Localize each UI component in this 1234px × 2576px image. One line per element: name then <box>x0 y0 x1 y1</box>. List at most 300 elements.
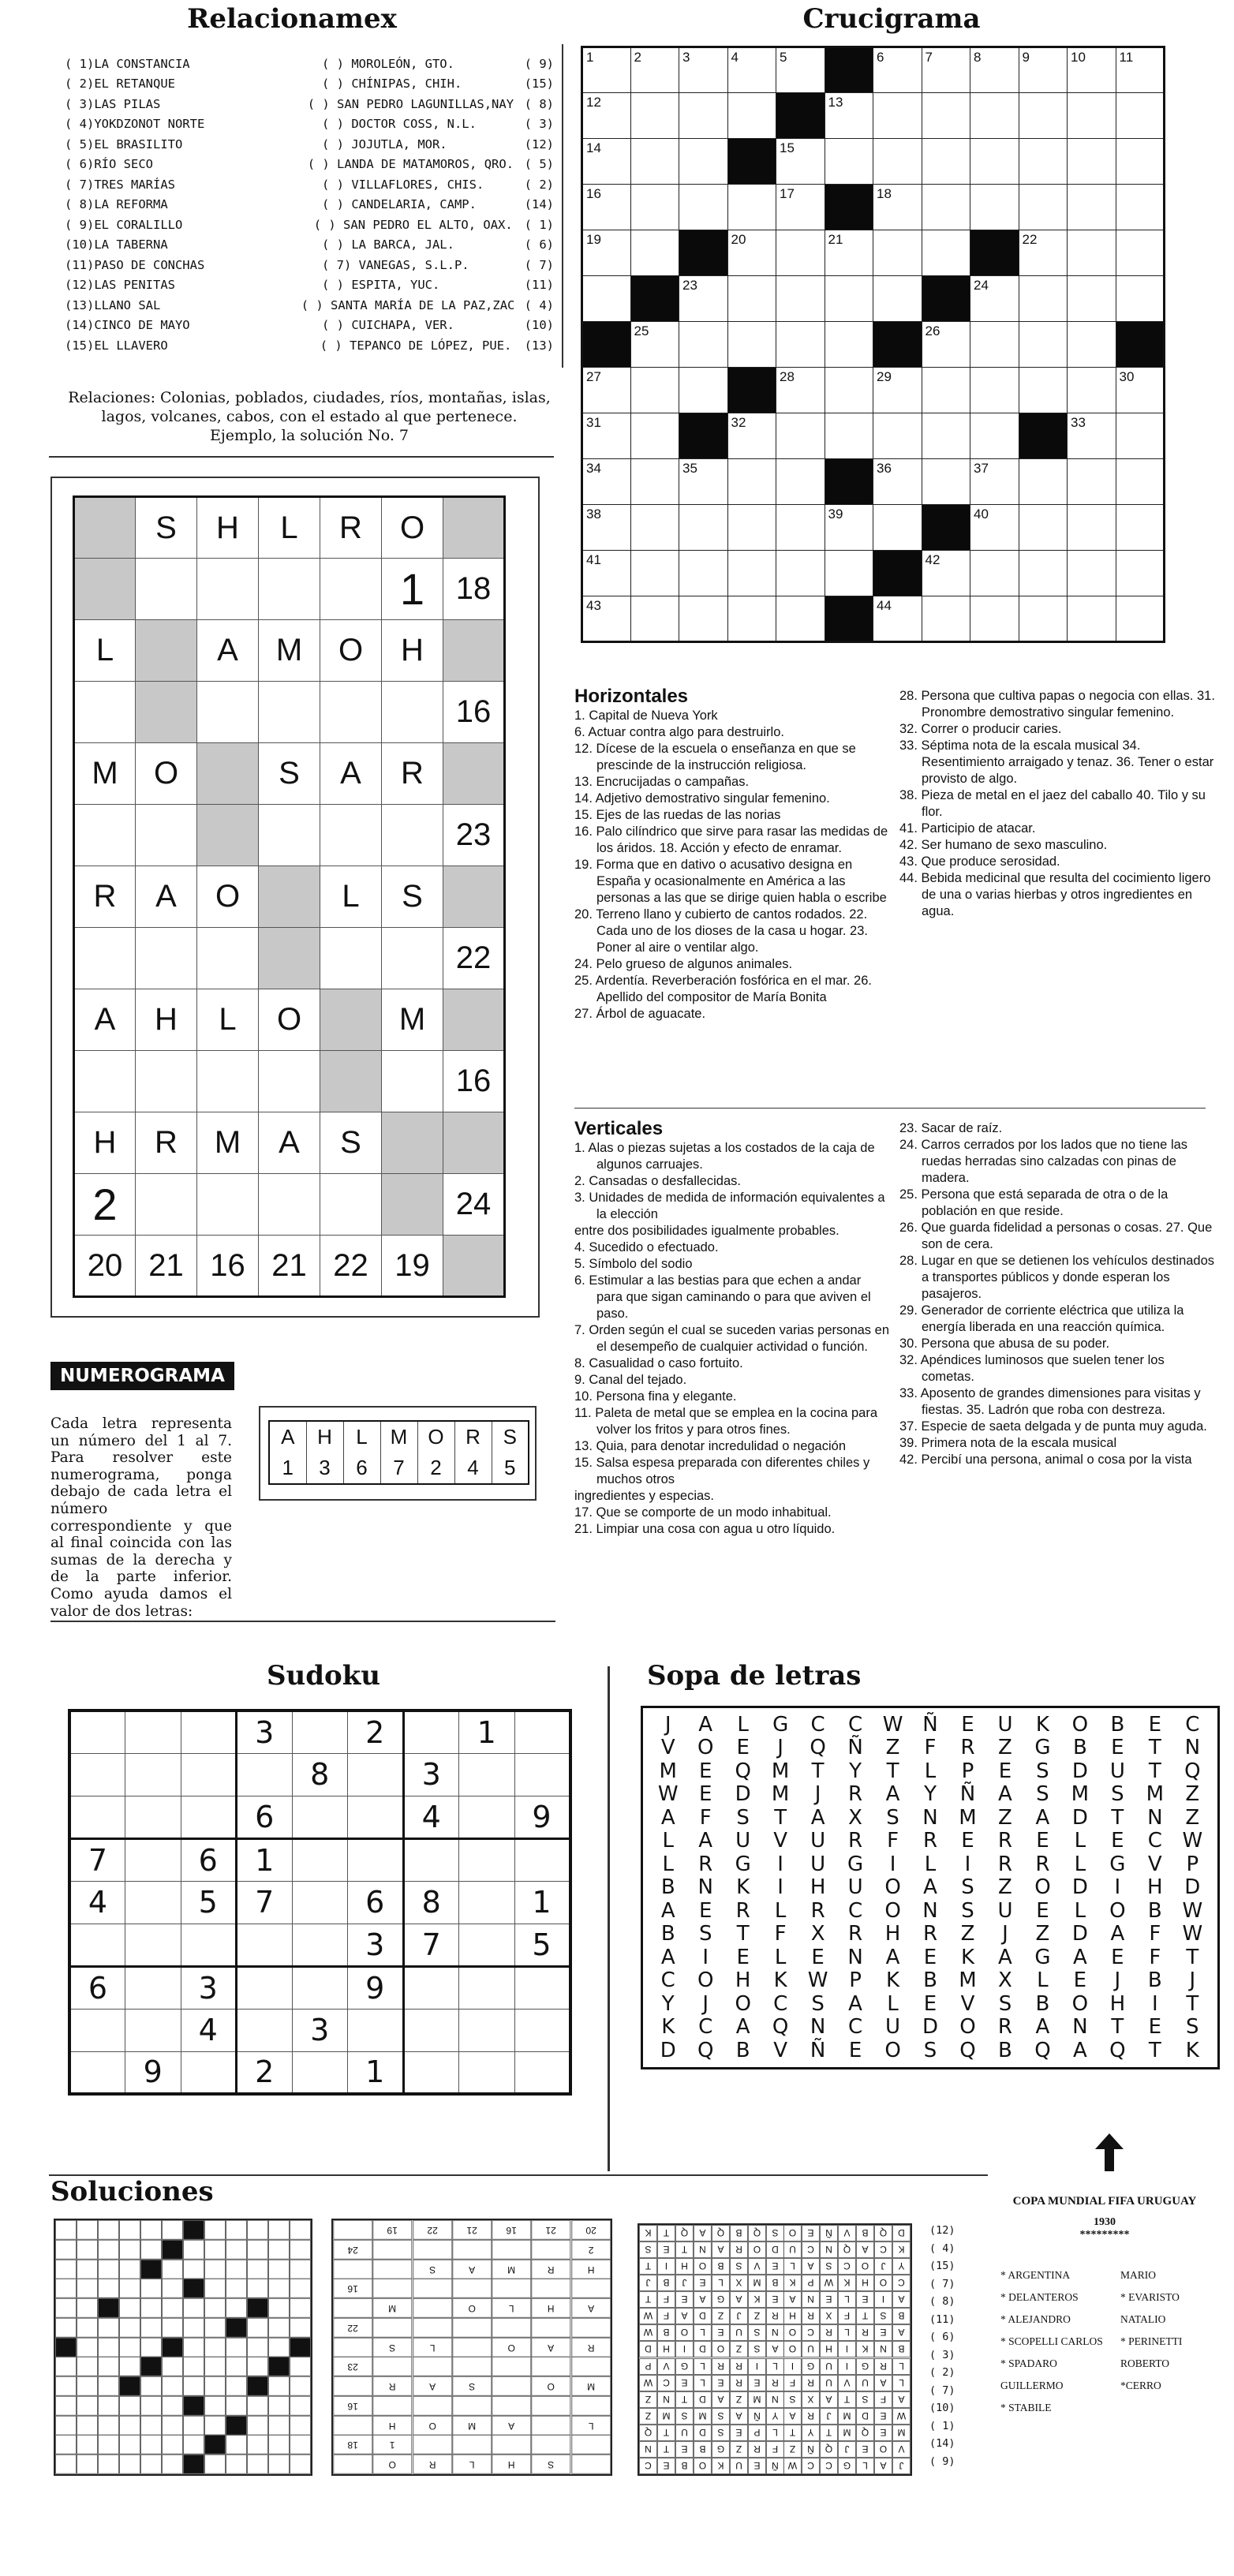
sudoku-cell[interactable] <box>292 1710 348 1753</box>
crossword-cell[interactable]: 31 <box>582 413 631 459</box>
word-search-letter[interactable]: D <box>660 2038 676 2062</box>
crossword-cell[interactable] <box>1019 93 1068 139</box>
sudoku-cell[interactable]: 3 <box>348 1924 404 1966</box>
crossword-cell[interactable] <box>1116 276 1165 322</box>
numerograma-cell[interactable]: 16 <box>443 1051 505 1112</box>
sudoku-cell[interactable] <box>69 2009 125 2051</box>
numerograma-cell[interactable] <box>197 682 259 743</box>
crossword-cell[interactable] <box>922 230 970 276</box>
word-search-letter[interactable]: X <box>998 1968 1012 1993</box>
word-search-letter[interactable]: L <box>887 1991 899 2016</box>
word-search-letter[interactable]: Z <box>998 1805 1012 1830</box>
word-search-letter[interactable]: C <box>1147 1829 1162 1853</box>
word-search-letter[interactable]: N <box>810 2015 826 2039</box>
crossword-cell[interactable]: 38 <box>582 505 631 551</box>
crossword-cell[interactable] <box>873 93 922 139</box>
numerograma-cell[interactable] <box>320 682 382 743</box>
crossword-cell[interactable]: 28 <box>776 368 825 413</box>
word-search-letter[interactable]: T <box>1148 1736 1161 1760</box>
word-search-letter[interactable]: M <box>1146 1782 1165 1807</box>
word-search-letter[interactable]: J <box>702 1991 709 2016</box>
numerograma-cell[interactable]: 24 <box>443 1174 505 1236</box>
word-search-letter[interactable]: E <box>848 2038 862 2062</box>
word-search-letter[interactable]: A <box>1072 1945 1087 1969</box>
numerograma-cell[interactable]: A <box>259 1112 320 1174</box>
numerograma-cell[interactable] <box>259 1051 320 1112</box>
numerograma-cell[interactable]: R <box>136 1112 197 1174</box>
word-search-letter[interactable]: Ñ <box>959 1782 976 1807</box>
word-search-letter[interactable]: J <box>1189 1968 1196 1993</box>
sudoku-cell[interactable] <box>69 1796 125 1838</box>
word-search-letter[interactable]: A <box>1110 1922 1125 1946</box>
crossword-cell[interactable] <box>776 459 825 505</box>
crossword-cell[interactable] <box>922 596 970 642</box>
sudoku-cell[interactable]: 6 <box>348 1881 404 1924</box>
crossword-cell[interactable] <box>1019 276 1068 322</box>
word-search-letter[interactable]: L <box>924 1852 937 1876</box>
word-search-letter[interactable]: R <box>848 1922 863 1946</box>
word-search-letter[interactable]: U <box>1109 1759 1125 1783</box>
word-search-letter[interactable]: L <box>924 1759 937 1783</box>
word-search-letter[interactable]: A <box>660 1898 675 1923</box>
word-search-letter[interactable]: Q <box>772 2015 789 2039</box>
word-search-letter[interactable]: E <box>736 1945 750 1969</box>
numerograma-cell[interactable]: M <box>74 743 136 805</box>
numerograma-cell[interactable] <box>320 805 382 866</box>
crossword-cell[interactable]: 37 <box>970 459 1019 505</box>
numerograma-cell[interactable] <box>197 1051 259 1112</box>
word-search-letter[interactable]: E <box>961 1829 974 1853</box>
word-search-letter[interactable]: Q <box>959 2038 976 2062</box>
word-search-letter[interactable]: G <box>772 1712 789 1737</box>
word-search-letter[interactable]: P <box>849 1968 862 1993</box>
word-search-letter[interactable]: K <box>886 1968 900 1993</box>
crossword-cell[interactable] <box>922 139 970 185</box>
numerograma-cell[interactable] <box>443 1112 505 1174</box>
word-search-letter[interactable]: Q <box>1034 2038 1051 2062</box>
word-search-letter[interactable]: A <box>698 1829 713 1853</box>
word-search-letter[interactable]: V <box>773 1829 788 1853</box>
crossword-cell[interactable]: 13 <box>825 93 873 139</box>
numerograma-cell[interactable] <box>197 743 259 805</box>
crossword-cell[interactable] <box>727 185 776 230</box>
numerograma-cell[interactable]: 23 <box>443 805 505 866</box>
word-search-letter[interactable]: T <box>1111 2015 1124 2039</box>
word-search-letter[interactable]: S <box>1111 1782 1124 1807</box>
crossword-cell[interactable] <box>922 185 970 230</box>
word-search-letter[interactable]: C <box>848 1712 863 1737</box>
word-search-letter[interactable]: T <box>1186 1991 1199 2016</box>
word-search-letter[interactable]: D <box>1071 1875 1088 1900</box>
word-search-letter[interactable]: E <box>923 1991 937 2016</box>
sudoku-cell[interactable] <box>292 1838 348 1881</box>
word-search-letter[interactable]: M <box>959 1805 977 1830</box>
word-search-letter[interactable]: D <box>1071 1759 1088 1783</box>
word-search-letter[interactable]: S <box>886 1805 899 1830</box>
numerograma-cell[interactable]: M <box>259 620 320 682</box>
word-search-letter[interactable]: W <box>807 1968 828 1993</box>
word-search-letter[interactable]: W <box>1182 1898 1203 1923</box>
crossword-cell[interactable]: 44 <box>873 596 922 642</box>
word-search-letter[interactable]: Z <box>885 1736 900 1760</box>
word-search-letter[interactable]: R <box>848 1782 863 1807</box>
word-search-letter[interactable]: H <box>735 1968 751 1993</box>
word-search-letter[interactable]: K <box>661 2015 675 2039</box>
word-search-letter[interactable]: N <box>1184 1736 1201 1760</box>
crossword-cell[interactable] <box>630 505 679 551</box>
sudoku-cell[interactable]: 7 <box>69 1838 125 1881</box>
word-search-letter[interactable]: S <box>961 1898 974 1923</box>
sudoku-cell[interactable] <box>125 1838 181 1881</box>
numerograma-cell[interactable]: R <box>74 866 136 928</box>
numerograma-cell[interactable]: L <box>74 620 136 682</box>
numerograma-cell[interactable] <box>136 1051 197 1112</box>
crossword-cell[interactable] <box>679 322 728 368</box>
crossword-cell[interactable]: 21 <box>825 230 873 276</box>
word-search-letter[interactable]: B <box>998 2038 1012 2062</box>
crossword-cell[interactable]: 20 <box>727 230 776 276</box>
crossword-cell[interactable] <box>679 139 728 185</box>
sudoku-cell[interactable] <box>237 1966 293 2009</box>
crossword-cell[interactable] <box>873 230 922 276</box>
word-search-letter[interactable]: T <box>886 1759 899 1783</box>
numerograma-cell[interactable] <box>197 559 259 620</box>
word-search-letter[interactable]: F <box>887 1829 899 1853</box>
numerograma-cell[interactable]: 21 <box>136 1236 197 1297</box>
word-search-letter[interactable]: A <box>998 1782 1012 1807</box>
sudoku-cell[interactable] <box>348 1838 404 1881</box>
crossword-cell[interactable] <box>776 551 825 596</box>
crossword-cell[interactable] <box>1116 505 1165 551</box>
word-search-letter[interactable]: P <box>1186 1852 1199 1876</box>
word-search-letter[interactable]: Q <box>810 1736 826 1760</box>
word-search-letter[interactable]: A <box>660 1945 675 1969</box>
crossword-cell[interactable] <box>970 551 1019 596</box>
word-search-letter[interactable]: J <box>1114 1968 1121 1993</box>
numerograma-cell[interactable]: S <box>136 497 197 559</box>
word-search-letter[interactable]: V <box>660 1736 675 1760</box>
numerograma-cell[interactable]: O <box>136 743 197 805</box>
sudoku-cell[interactable] <box>69 1753 125 1796</box>
crossword-cell[interactable] <box>630 551 679 596</box>
numerograma-cell[interactable]: R <box>320 497 382 559</box>
crossword-cell[interactable] <box>873 276 922 322</box>
crossword-cell[interactable] <box>776 505 825 551</box>
crossword-cell[interactable] <box>922 93 970 139</box>
numerograma-cell[interactable] <box>197 805 259 866</box>
word-search-letter[interactable]: D <box>735 1782 751 1807</box>
sudoku-cell[interactable]: 5 <box>514 1924 570 1966</box>
word-search-letter[interactable]: M <box>659 1759 677 1783</box>
numerograma-cell[interactable] <box>443 866 505 928</box>
word-search-letter[interactable]: S <box>998 1991 1012 2016</box>
word-search-letter[interactable]: E <box>998 1759 1012 1783</box>
crossword-cell[interactable] <box>1019 322 1068 368</box>
word-search-letter[interactable]: I <box>889 1852 896 1876</box>
word-search-letter[interactable]: Ñ <box>922 1712 938 1737</box>
sudoku-cell[interactable] <box>181 1796 237 1838</box>
word-search-letter[interactable]: I <box>777 1875 783 1900</box>
crossword-cell[interactable] <box>727 459 776 505</box>
crossword-cell[interactable]: 24 <box>970 276 1019 322</box>
word-search-letter[interactable]: O <box>1109 1898 1126 1923</box>
word-search-letter[interactable]: V <box>773 2038 788 2062</box>
word-search-letter[interactable]: G <box>1034 1945 1051 1969</box>
sudoku-cell[interactable] <box>181 1924 237 1966</box>
numerograma-cell[interactable] <box>259 805 320 866</box>
word-search-letter[interactable]: C <box>773 1991 788 2016</box>
sudoku-cell[interactable] <box>514 1838 570 1881</box>
sudoku-cell[interactable] <box>403 1710 459 1753</box>
word-search-letter[interactable]: E <box>736 1736 750 1760</box>
numerograma-cell[interactable]: M <box>197 1112 259 1174</box>
word-search-letter[interactable]: N <box>1072 2015 1088 2039</box>
crossword-cell[interactable]: 2 <box>630 47 679 93</box>
crossword-cell[interactable] <box>922 459 970 505</box>
crossword-cell[interactable] <box>1068 322 1116 368</box>
word-search-letter[interactable]: Q <box>1109 2038 1126 2062</box>
crossword-cell[interactable] <box>970 93 1019 139</box>
crossword-cell[interactable]: 18 <box>873 185 922 230</box>
word-search-letter[interactable]: M <box>771 1759 790 1783</box>
word-search-letter[interactable]: C <box>660 1968 675 1993</box>
word-search-letter[interactable]: G <box>1109 1852 1126 1876</box>
numerograma-cell[interactable] <box>136 928 197 989</box>
numerograma-cell[interactable] <box>197 928 259 989</box>
crossword-cell[interactable] <box>727 322 776 368</box>
crossword-cell[interactable] <box>825 322 873 368</box>
word-search-letter[interactable]: Y <box>924 1782 937 1807</box>
sudoku-cell[interactable] <box>459 1966 515 2009</box>
crossword-cell[interactable] <box>679 505 728 551</box>
crossword-cell[interactable] <box>727 505 776 551</box>
sudoku-cell[interactable] <box>237 2009 293 2051</box>
word-search-letter[interactable]: R <box>997 1829 1012 1853</box>
crossword-cell[interactable] <box>630 413 679 459</box>
sudoku-cell[interactable] <box>348 1796 404 1838</box>
numerograma-cell[interactable]: O <box>320 620 382 682</box>
word-search-letter[interactable]: O <box>884 1898 901 1923</box>
word-search-letter[interactable]: H <box>1109 1991 1126 2016</box>
word-search-letter[interactable]: N <box>922 1898 938 1923</box>
word-search-letter[interactable]: O <box>959 2015 976 2039</box>
word-search-letter[interactable]: O <box>884 2038 901 2062</box>
crossword-cell[interactable] <box>630 139 679 185</box>
word-search-letter[interactable]: F <box>774 1922 787 1946</box>
word-search-letter[interactable]: T <box>1186 1945 1199 1969</box>
numerograma-cell[interactable] <box>74 1051 136 1112</box>
sudoku-cell[interactable]: 6 <box>69 1966 125 2009</box>
word-search-letter[interactable]: K <box>1035 1712 1049 1737</box>
numerograma-cell[interactable] <box>320 559 382 620</box>
crossword-cell[interactable]: 29 <box>873 368 922 413</box>
sudoku-cell[interactable] <box>181 1710 237 1753</box>
word-search-letter[interactable]: T <box>1148 1759 1161 1783</box>
word-search-letter[interactable]: L <box>662 1852 674 1876</box>
word-search-letter[interactable]: F <box>924 1736 937 1760</box>
word-search-letter[interactable]: S <box>923 2038 937 2062</box>
crossword-cell[interactable] <box>1068 551 1116 596</box>
sudoku-cell[interactable]: 7 <box>237 1881 293 1924</box>
word-search-letter[interactable]: B <box>735 2038 750 2062</box>
sudoku-cell[interactable]: 3 <box>403 1753 459 1796</box>
sudoku-cell[interactable]: 1 <box>514 1881 570 1924</box>
crossword-cell[interactable]: 35 <box>679 459 728 505</box>
numerograma-cell[interactable] <box>74 559 136 620</box>
crossword-cell[interactable] <box>825 413 873 459</box>
sudoku-cell[interactable] <box>514 2051 570 2094</box>
word-search-letter[interactable]: A <box>885 1782 900 1807</box>
word-search-letter[interactable]: R <box>922 1829 938 1853</box>
numerograma-cell[interactable] <box>382 682 443 743</box>
word-search-letter[interactable]: L <box>737 1712 749 1737</box>
sudoku-cell[interactable] <box>514 1966 570 2009</box>
word-search-letter[interactable]: K <box>736 1875 750 1900</box>
numerograma-cell[interactable] <box>136 1174 197 1236</box>
word-search-letter[interactable]: A <box>848 1991 862 2016</box>
word-search-letter[interactable]: R <box>1035 1852 1050 1876</box>
numerograma-cell[interactable] <box>443 620 505 682</box>
numerograma-cell[interactable]: 18 <box>443 559 505 620</box>
numerograma-cell[interactable]: L <box>320 866 382 928</box>
sudoku-cell[interactable] <box>125 1753 181 1796</box>
sudoku-cell[interactable]: 9 <box>125 2051 181 2094</box>
word-search-letter[interactable]: E <box>1148 2015 1162 2039</box>
word-search-letter[interactable]: O <box>1034 1875 1051 1900</box>
word-search-letter[interactable]: D <box>1071 1922 1088 1946</box>
crossword-cell[interactable] <box>825 551 873 596</box>
crossword-cell[interactable] <box>1116 230 1165 276</box>
word-search-letter[interactable]: R <box>735 1898 750 1923</box>
sudoku-cell[interactable]: 4 <box>69 1881 125 1924</box>
crossword-cell[interactable] <box>825 368 873 413</box>
word-search-letter[interactable]: Q <box>735 1759 751 1783</box>
crossword-cell[interactable] <box>630 368 679 413</box>
sudoku-cell[interactable] <box>348 2009 404 2051</box>
word-search-letter[interactable]: E <box>1036 1829 1049 1853</box>
word-search-letter[interactable]: P <box>961 1759 974 1783</box>
numerograma-cell[interactable]: A <box>136 866 197 928</box>
word-search-letter[interactable]: S <box>811 1991 825 2016</box>
numerograma-cell[interactable]: S <box>259 743 320 805</box>
crossword-cell[interactable]: 22 <box>1019 230 1068 276</box>
crossword-cell[interactable]: 11 <box>1116 47 1165 93</box>
sudoku-cell[interactable]: 9 <box>348 1966 404 2009</box>
word-search-letter[interactable]: M <box>771 1782 790 1807</box>
sudoku-cell[interactable] <box>292 2051 348 2094</box>
word-search-letter[interactable]: U <box>997 1898 1013 1923</box>
word-search-letter[interactable]: W <box>1182 1922 1203 1946</box>
word-search-letter[interactable]: B <box>1147 1968 1162 1993</box>
numerograma-cell[interactable]: O <box>259 989 320 1051</box>
word-search-letter[interactable]: A <box>923 1875 937 1900</box>
sudoku-cell[interactable]: 8 <box>403 1881 459 1924</box>
word-search-letter[interactable]: Z <box>960 1922 975 1946</box>
sudoku-cell[interactable]: 6 <box>181 1838 237 1881</box>
crossword-cell[interactable]: 1 <box>582 47 631 93</box>
numerograma-cell[interactable] <box>382 928 443 989</box>
crossword-cell[interactable] <box>970 185 1019 230</box>
crossword-cell[interactable] <box>1068 368 1116 413</box>
word-search-letter[interactable]: Q <box>1184 1759 1201 1783</box>
numerograma-cell[interactable]: H <box>382 620 443 682</box>
word-search-letter[interactable]: Z <box>1185 1805 1200 1830</box>
numerograma-cell[interactable] <box>259 866 320 928</box>
word-search-letter[interactable]: B <box>1072 1736 1087 1760</box>
word-search-letter[interactable]: G <box>1034 1736 1051 1760</box>
crossword-cell[interactable] <box>825 276 873 322</box>
crossword-cell[interactable] <box>1019 505 1068 551</box>
numerograma-cell[interactable] <box>382 805 443 866</box>
word-search-letter[interactable]: O <box>697 1736 714 1760</box>
word-search-letter[interactable]: Z <box>1035 1922 1050 1946</box>
word-search-letter[interactable]: E <box>1036 1898 1049 1923</box>
crossword-cell[interactable] <box>679 368 728 413</box>
word-search-letter[interactable]: I <box>964 1852 971 1876</box>
word-search-letter[interactable]: S <box>1036 1759 1049 1783</box>
sudoku-cell[interactable]: 6 <box>237 1796 293 1838</box>
crossword-cell[interactable]: 7 <box>922 47 970 93</box>
word-search-letter[interactable]: N <box>1147 1805 1163 1830</box>
crossword-cell[interactable] <box>1116 459 1165 505</box>
word-search-letter[interactable]: R <box>698 1852 713 1876</box>
crossword-cell[interactable] <box>1116 185 1165 230</box>
crossword-cell[interactable] <box>582 276 631 322</box>
word-search-letter[interactable]: A <box>810 1805 825 1830</box>
word-search-letter[interactable]: O <box>735 1991 751 2016</box>
word-search-letter[interactable]: A <box>1035 2015 1050 2039</box>
numerograma-cell[interactable] <box>443 743 505 805</box>
crossword-cell[interactable]: 32 <box>727 413 776 459</box>
word-search-letter[interactable]: B <box>660 1875 675 1900</box>
sudoku-cell[interactable]: 3 <box>292 2009 348 2051</box>
crossword-cell[interactable] <box>776 230 825 276</box>
crossword-cell[interactable] <box>873 139 922 185</box>
crossword-cell[interactable] <box>727 551 776 596</box>
crossword-cell[interactable] <box>1019 596 1068 642</box>
crossword-cell[interactable] <box>1019 185 1068 230</box>
numerograma-cell[interactable] <box>136 682 197 743</box>
word-search-letter[interactable]: R <box>997 1852 1012 1876</box>
crossword-cell[interactable] <box>1116 551 1165 596</box>
word-search-letter[interactable]: E <box>1111 1945 1124 1969</box>
crossword-cell[interactable] <box>970 413 1019 459</box>
word-search-letter[interactable]: R <box>922 1922 938 1946</box>
numerograma-cell[interactable]: 22 <box>443 928 505 989</box>
word-search-letter[interactable]: H <box>884 1922 901 1946</box>
word-search-letter[interactable]: U <box>997 1712 1013 1737</box>
numerograma-cell[interactable]: 22 <box>320 1236 382 1297</box>
word-search-letter[interactable]: L <box>1037 1968 1049 1993</box>
numerograma-cell[interactable] <box>443 989 505 1051</box>
word-search-letter[interactable]: A <box>1035 1805 1050 1830</box>
word-search-letter[interactable]: D <box>1071 1805 1088 1830</box>
sudoku-cell[interactable] <box>514 1710 570 1753</box>
crossword-cell[interactable]: 43 <box>582 596 631 642</box>
crossword-cell[interactable]: 9 <box>1019 47 1068 93</box>
word-search-letter[interactable]: F <box>1149 1922 1161 1946</box>
sudoku-cell[interactable] <box>403 1966 459 2009</box>
sudoku-cell[interactable]: 1 <box>237 1838 293 1881</box>
word-search-letter[interactable]: O <box>884 1875 901 1900</box>
word-search-letter[interactable]: T <box>1148 2038 1161 2062</box>
crossword-cell[interactable]: 27 <box>582 368 631 413</box>
word-search-letter[interactable]: O <box>1071 1712 1089 1737</box>
crossword-cell[interactable] <box>1068 459 1116 505</box>
crossword-cell[interactable]: 15 <box>776 139 825 185</box>
word-search-letter[interactable]: A <box>998 1945 1012 1969</box>
numerograma-cell[interactable] <box>74 682 136 743</box>
